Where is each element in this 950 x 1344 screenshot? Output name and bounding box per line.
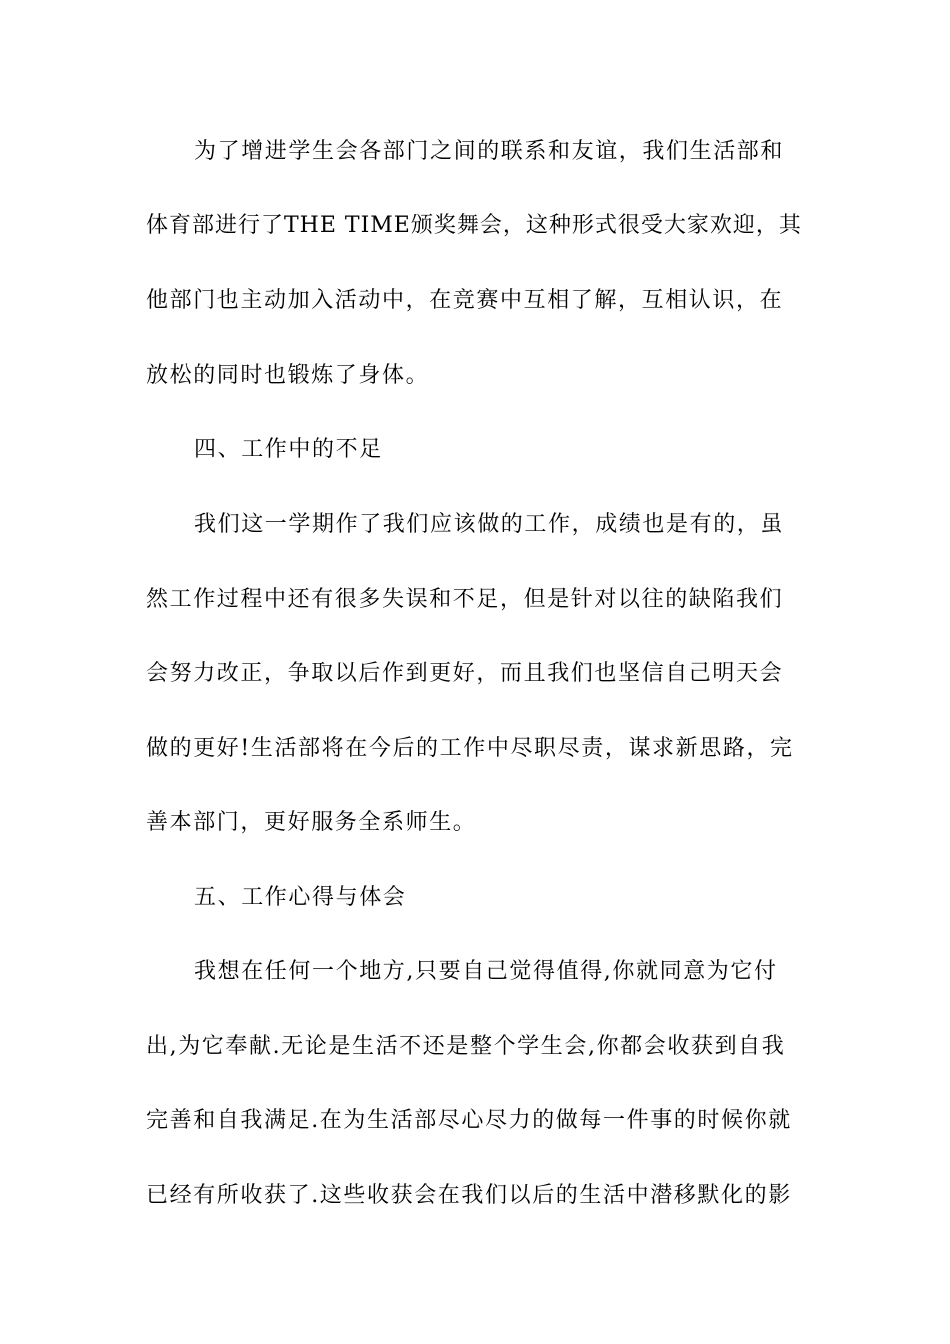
paragraph-2-line-2: 然工作过程中还有很多失误和不足，但是针对以往的缺陷我们 [146,587,784,612]
paragraph-3-line-1: 我想在任何一个地方,只要自己觉得值得,你就同意为它付 [194,959,778,984]
paragraph-2-line-3: 会努力改正，争取以后作到更好，而且我们也坚信自己明天会 [146,661,784,686]
paragraph-1-line-1: 为了增进学生会各部门之间的联系和友谊，我们生活部和 [194,139,785,164]
paragraph-3-line-2: 出,为它奉献.无论是生活不还是整个学生会,你都会收获到自我 [146,1034,786,1059]
section-heading-4: 四、工作中的不足 [194,437,383,462]
paragraph-2-line-5: 善本部门，更好服务全系师生。 [146,810,477,835]
paragraph-2-line-4: 做的更好!生活部将在今后的工作中尽职尽责，谋求新思路，完 [146,736,794,761]
paragraph-2-line-1: 我们这一学期作了我们应该做的工作，成绩也是有的，虽 [194,512,785,537]
paragraph-1-line-2: 体育部进行了THE TIME颁奖舞会，这种形式很受大家欢迎，其 [146,213,802,238]
paragraph-3-line-4: 已经有所收获了.这些收获会在我们以后的生活中潜移默化的影 [146,1183,792,1208]
section-heading-5: 五、工作心得与体会 [194,885,407,910]
paragraph-3-line-3: 完善和自我满足.在为生活部尽心尽力的做每一件事的时候你就 [146,1108,792,1133]
paragraph-1-line-4: 放松的同时也锻炼了身体。 [146,363,430,388]
paragraph-1-line-3: 他部门也主动加入活动中，在竞赛中互相了解，互相认识，在 [146,288,784,313]
